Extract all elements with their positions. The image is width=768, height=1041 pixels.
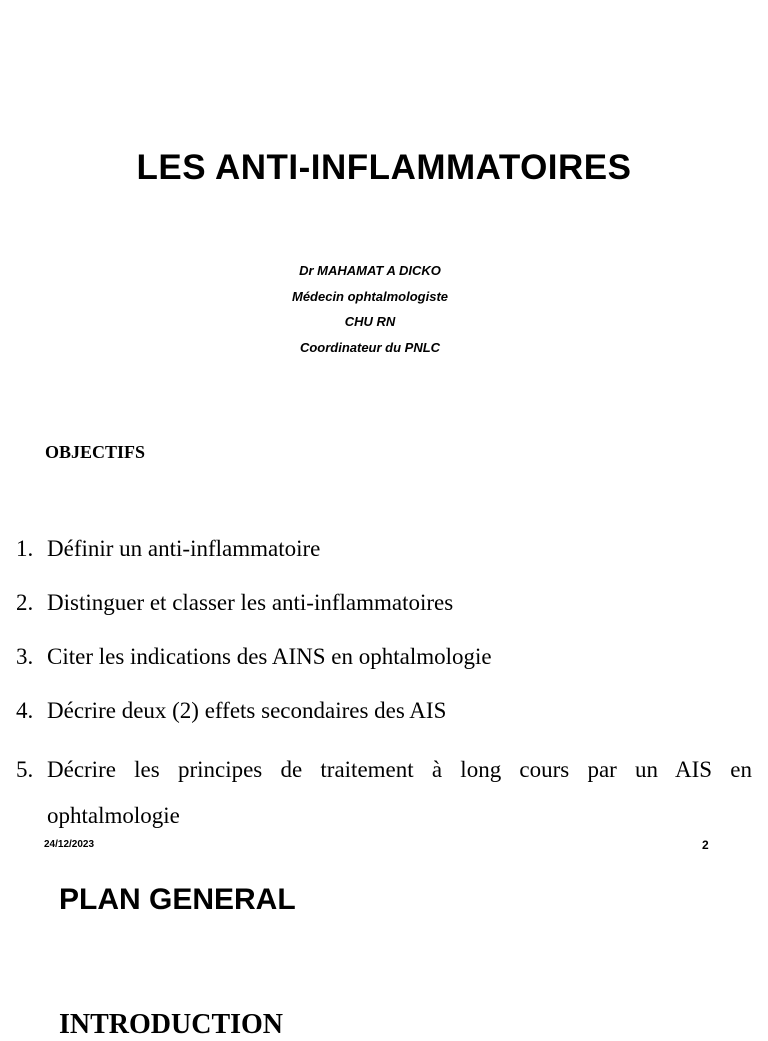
objective-item: [16, 747, 752, 839]
objective-text: Définir un anti-inflammatoire: [47, 536, 321, 561]
objective-number: 4.: [16, 698, 34, 723]
slide-title: LES ANTI-INFLAMMATOIRES: [136, 148, 632, 187]
author-block: [0, 258, 740, 360]
objective-number: 1.: [16, 536, 34, 561]
plan-title: PLAN GENERAL: [59, 883, 296, 916]
objective-number: 5.: [16, 757, 34, 782]
author-name: Dr MAHAMAT A DICKO: [299, 263, 441, 278]
objective-text: Distinguer et classer les anti-inflammatoires: [47, 590, 454, 615]
objective-text: Décrire les principes de traitement à long cours par un AIS en ophtalmologie: [47, 757, 752, 828]
objective-number: 3.: [16, 644, 34, 669]
objective-text: Décrire deux (2) effets secondaires des AIS: [47, 698, 447, 723]
objective-text: Citer les indications des AINS en ophtalmologie: [47, 644, 492, 669]
author-role: Médecin ophtalmologiste: [291, 288, 448, 304]
objective-item: [16, 693, 752, 747]
plan-first-item: INTRODUCTION: [59, 1009, 284, 1040]
objective-item: [16, 639, 752, 693]
objective-item: [16, 531, 752, 585]
objectives-list: [16, 531, 752, 839]
objectives-heading: OBJECTIFS: [45, 442, 146, 462]
footer-date: 24/12/2023: [44, 839, 95, 850]
objective-number: 2.: [16, 590, 34, 615]
objective-item: [16, 585, 752, 639]
author-institution: CHU RN: [344, 314, 396, 329]
author-position: Coordinateur du PNLC: [299, 339, 441, 355]
page-number: 2: [702, 838, 709, 852]
